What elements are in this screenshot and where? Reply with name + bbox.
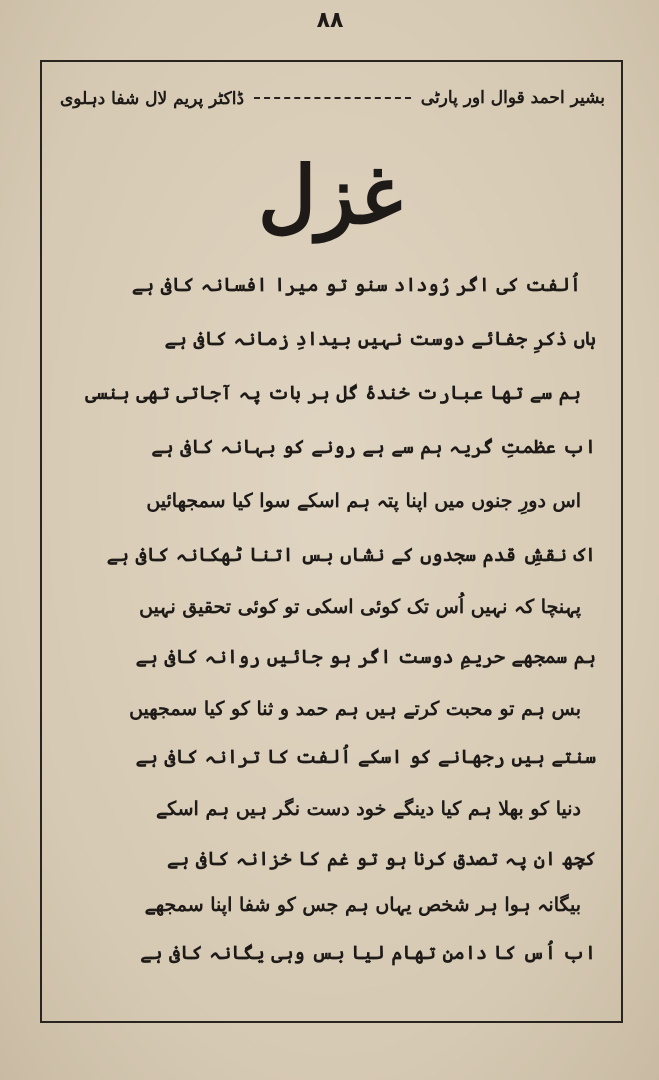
ghazal-title: غزل (257, 148, 403, 242)
verse-line-9: بس ہم تو محبت کرتے ہیں ہم حمد و ثنا کو کیا سمجھیں (129, 698, 581, 720)
verse-line-4: اب عظمتِ گریہ ہم سے ہے رونے کو بہانہ کافی ہے (151, 436, 596, 458)
verse-line-10: سنتے ہیں رجھانے کو اسکے اُلفت کا ترانہ کافی ہے (135, 746, 596, 768)
page-number: ۸۸ (316, 8, 344, 33)
verse-line-2: ہاں ذکرِ جفائے دوست نہیں بیدادِ زمانہ کافی ہے (164, 328, 596, 350)
page-header (60, 80, 605, 116)
verse-line-13: بیگانہ ہوا ہر شخص یہاں ہم جس کو شفا اپنا سمجھے (144, 894, 581, 916)
verse-line-12: کچھ ان پہ تصدق کرنا ہو تو غم کا خزانہ کافی ہے (166, 848, 596, 870)
verse-line-6: اک نقشِ قدم سجدوں کے نشاں بس اتنا ٹھکانہ کافی ہے (106, 544, 596, 566)
verse-line-5: اس دورِ جنوں میں اپنا پتہ ہم اسکے سوا کیا سمجھائیں (146, 490, 581, 512)
verse-line-3: ہم سے تھا عبارت خندۂ گل ہر بات پہ آجاتی تھی ہنسی (85, 382, 581, 404)
verse-line-11: دنیا کو بھلا ہم کیا دینگے خود دست نگر ہیں ہم اسکے (156, 798, 581, 820)
verse-line-1: اُلفت کی اگر رُوداد سنو تو میرا افسانہ کافی ہے (131, 274, 581, 296)
header-performer: بشیر احمد قوال اور پارٹی (420, 88, 605, 108)
header-poet: ڈاکٹر پریم لال شفا دہلوی (60, 88, 245, 109)
verse-line-8: ہم سمجھے حریمِ دوست اگر ہو جائیں روانہ کافی ہے (135, 646, 596, 668)
verse-line-7: پہنچا کہ نہیں اُس تک کوئی اسکی تو کوئی تحقیق نہیں (139, 596, 581, 618)
verse-line-14: اب اُس کا دامن تھام لیا بس وہی یگانہ کافی ہے (140, 942, 596, 964)
header-dashed-rule (254, 97, 411, 99)
